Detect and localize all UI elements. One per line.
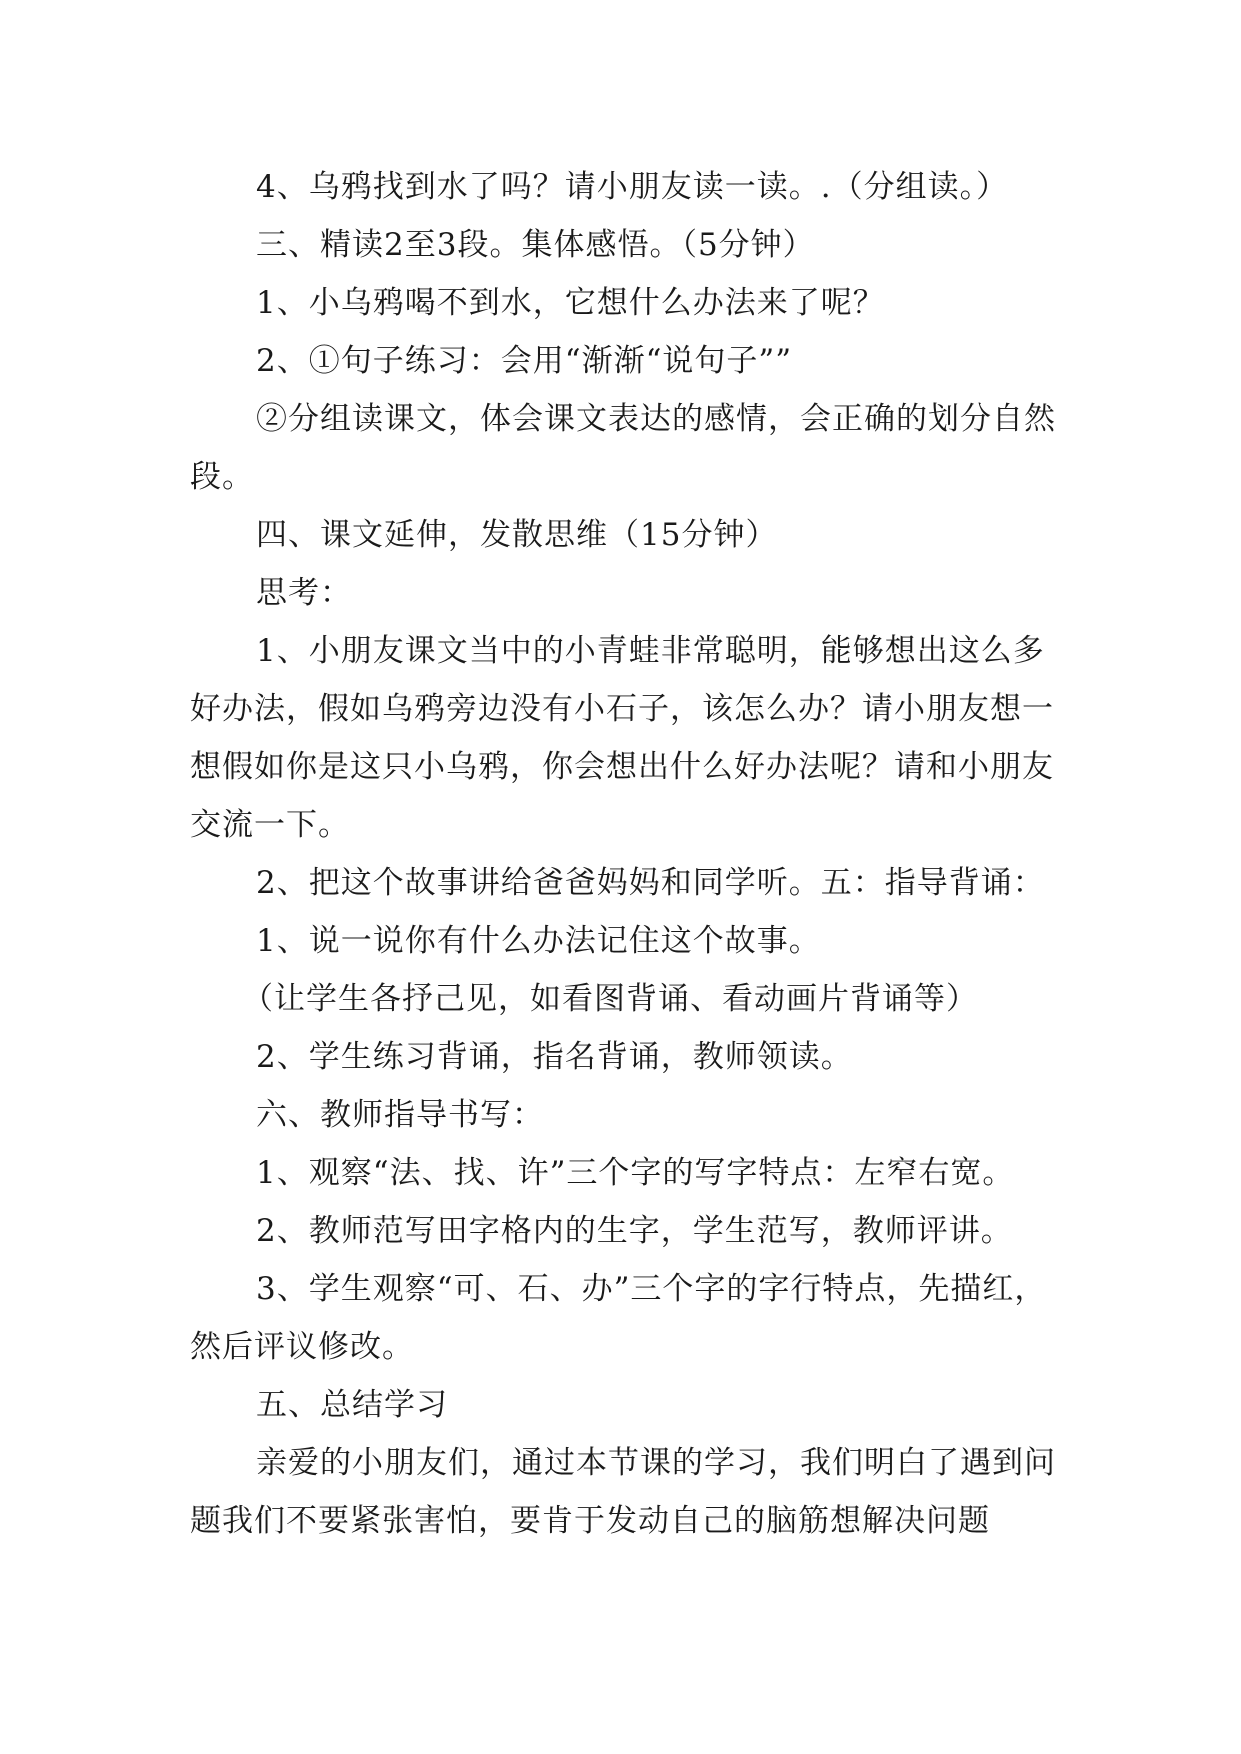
paragraph: （让学生各抒己见，如看图背诵、看动画片背诵等） [242,981,978,1017]
section-heading: 三、精读2至3段。集体感悟。（5分钟） [256,227,815,263]
paragraph: 1、小朋友课文当中的小青蛙非常聪明，能够想出这么多好办法，假如乌鸦旁边没有小石子，该怎么办？请小朋友想一想假如你是这只小乌鸦，你会想出什么好办法呢？请和小朋友交流一下。 [190,633,1054,843]
paragraph: 2、学生练习背诵，指名背诵，教师领读。 [256,1039,853,1075]
paragraph: 2、①句子练习：会用“渐渐“说句子”” [256,343,793,379]
paragraph: 1、说一说你有什么办法记住这个故事。 [256,923,821,959]
paragraph: 思考： [256,575,352,611]
paragraph: 2、把这个故事讲给爸爸妈妈和同学听。五：指导背诵： [256,865,1045,901]
paragraph: 2、教师范写田字格内的生字，学生范写，教师评讲。 [256,1213,1013,1249]
paragraph: 1、观察“法、找、许”三个字的写字特点：左窄右宽。 [256,1155,1015,1191]
paragraph: 3、学生观察“可、石、办”三个字的字行特点，先描红，然后评议修改。 [190,1271,1047,1365]
section-heading: 六、教师指导书写： [256,1097,544,1133]
section-heading: 四、课文延伸，发散思维（15分钟） [256,517,778,553]
document-body [190,158,1070,1550]
paragraph: ②分组读课文，体会课文表达的感情，会正确的划分自然段。 [190,401,1056,495]
paragraph: 亲爱的小朋友们，通过本节课的学习，我们明白了遇到问题我们不要紧张害怕，要肯于发动自己的脑筋想解决问题 [190,1445,1056,1539]
section-heading: 五、总结学习 [256,1387,448,1423]
paragraph: 4、乌鸦找到水了吗？请小朋友读一读。.（分组读。） [256,169,1009,205]
paragraph: 1、小乌鸦喝不到水，它想什么办法来了呢？ [256,285,885,321]
